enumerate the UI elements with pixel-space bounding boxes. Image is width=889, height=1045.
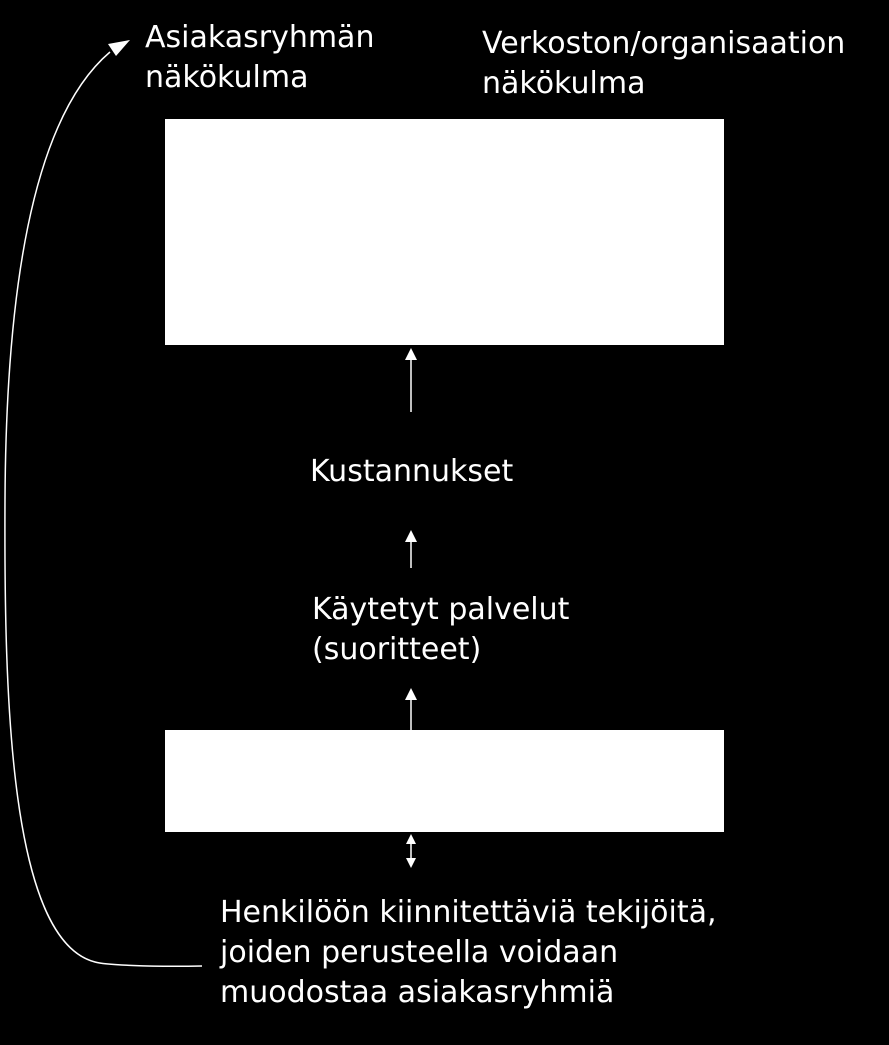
double-arrow-head-down [406, 858, 416, 868]
arrow-to-services-head [405, 688, 417, 700]
arrow-to-top-box-head [405, 348, 417, 360]
feedback-curve [5, 52, 202, 966]
double-arrow-head-up [406, 834, 416, 844]
services-used-label: Käytetyt palvelut (suoritteet) [312, 592, 570, 667]
customer-group-view-label: Asiakasryhmän näkökulma [145, 20, 375, 95]
person-factors-label: Henkilöön kiinnitettäviä tekijöitä, joiden perusteella voidaan muodostaa asiakasryhmiä [220, 895, 717, 1010]
network-view-label: Verkoston/organisaation näkökulma [482, 26, 846, 101]
feedback-curve-head [108, 40, 130, 56]
arrow-to-costs-head [405, 530, 417, 542]
costs-label: Kustannukset [310, 454, 514, 489]
